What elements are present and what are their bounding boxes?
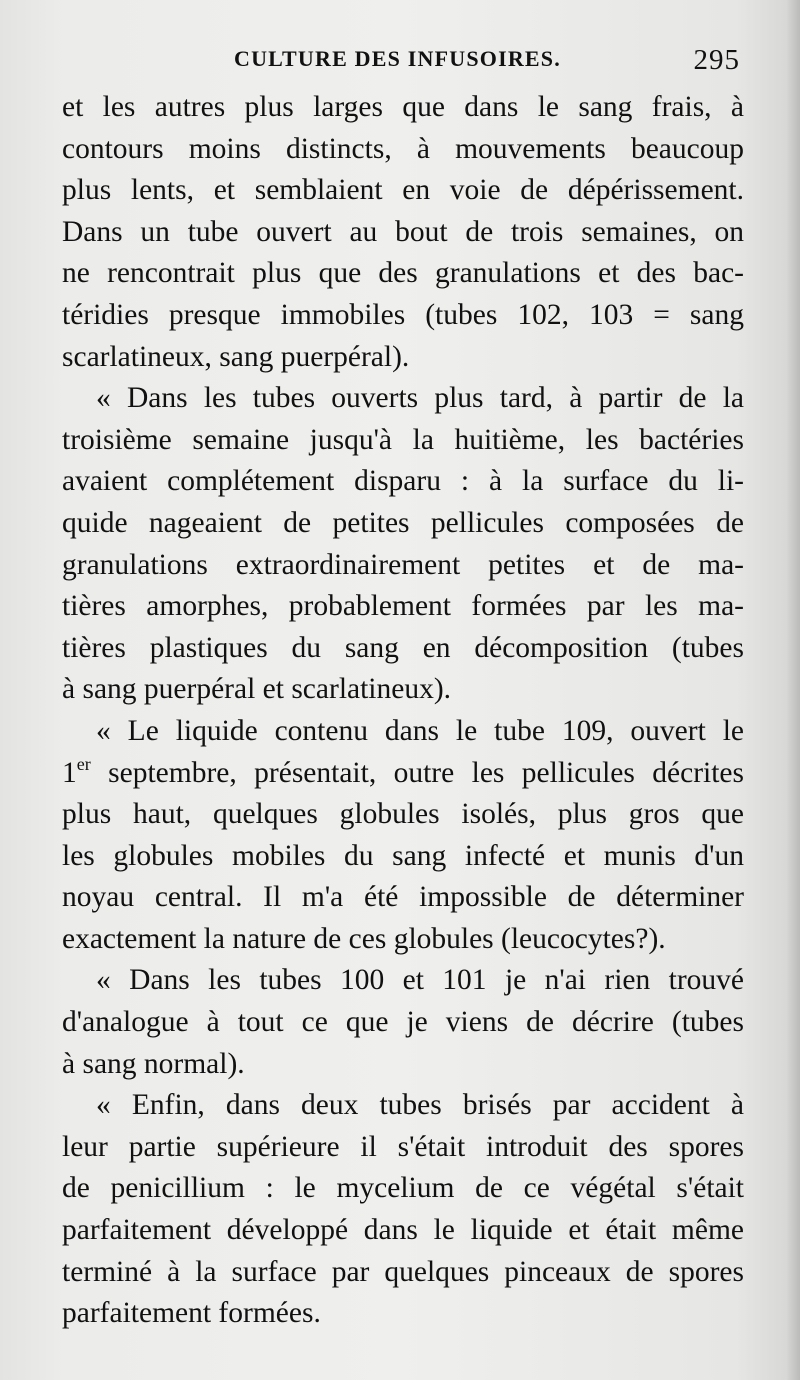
text-line: scarlatineux, sang puerpéral).	[62, 340, 410, 373]
text-line: téridies presque immobiles (tubes 102, 103 = sang	[62, 298, 744, 331]
page-edge-shadow	[786, 0, 800, 1380]
page-header	[62, 44, 742, 80]
text-line: à sang normal).	[62, 1047, 245, 1080]
text-line	[62, 753, 744, 795]
text-line: parfaitement formées.	[62, 1297, 321, 1330]
body-text	[62, 87, 744, 1335]
text-line: exactement la nature de ces globules (leucocytes?).	[62, 922, 666, 955]
text-line: terminé à la surface par quelques pinceaux de spores	[62, 1255, 744, 1288]
text-line: quide nageaient de petites pellicules composées de	[62, 506, 744, 539]
running-title: CULTURE DES INFUSOIRES.	[234, 46, 561, 71]
text-line: leur partie supérieure il s'était introduit des spores	[62, 1130, 744, 1163]
text-line: « Le liquide contenu dans le tube 109, ouvert le	[96, 714, 744, 747]
text-line: « Dans les tubes 100 et 101 je n'ai rien trouvé	[96, 964, 744, 997]
text-line: granulations extraordinairement petites et de ma-	[62, 548, 744, 581]
text-line: tières amorphes, probablement formées par les ma-	[62, 590, 744, 623]
line-remainder: septembre, présentait, outre les pellicules décrites	[90, 756, 744, 789]
ordinal-suffix: er	[76, 753, 91, 774]
ordinal-number: 1	[62, 756, 77, 789]
text-line: ne rencontrait plus que des granulations et des bac-	[62, 257, 744, 290]
text-line: à sang puerpéral et scarlatineux).	[62, 673, 452, 706]
text-line: plus haut, quelques globules isolés, plus gros que	[62, 798, 744, 831]
text-line: tières plastiques du sang en décomposition (tubes	[62, 631, 744, 664]
text-line: plus lents, et semblaient en voie de dépérissement.	[62, 174, 744, 207]
text-line: « Enfin, dans deux tubes brisés par accident à	[96, 1089, 744, 1122]
text-line: « Dans les tubes ouverts plus tard, à partir de la	[96, 382, 744, 415]
text-line: les globules mobiles du sang infecté et munis d'un	[62, 839, 744, 872]
text-line: troisième semaine jusqu'à la huitième, les bactéries	[62, 423, 744, 456]
page-number: 295	[693, 44, 740, 76]
text-line: Dans un tube ouvert au bout de trois semaines, on	[62, 215, 744, 248]
text-line: d'analogue à tout ce que je viens de décrire (tubes	[62, 1006, 744, 1039]
text-line: de penicillium : le mycelium de ce végétal s'était	[62, 1172, 744, 1205]
text-line: noyau central. Il m'a été impossible de déterminer	[62, 881, 744, 914]
text-line: avaient complétement disparu : à la surface du li-	[62, 465, 744, 498]
text-line: parfaitement développé dans le liquide et était même	[62, 1214, 744, 1247]
text-line: et les autres plus larges que dans le sang frais, à	[62, 91, 744, 123]
text-line: contours moins distincts, à mouvements beaucoup	[62, 132, 744, 165]
